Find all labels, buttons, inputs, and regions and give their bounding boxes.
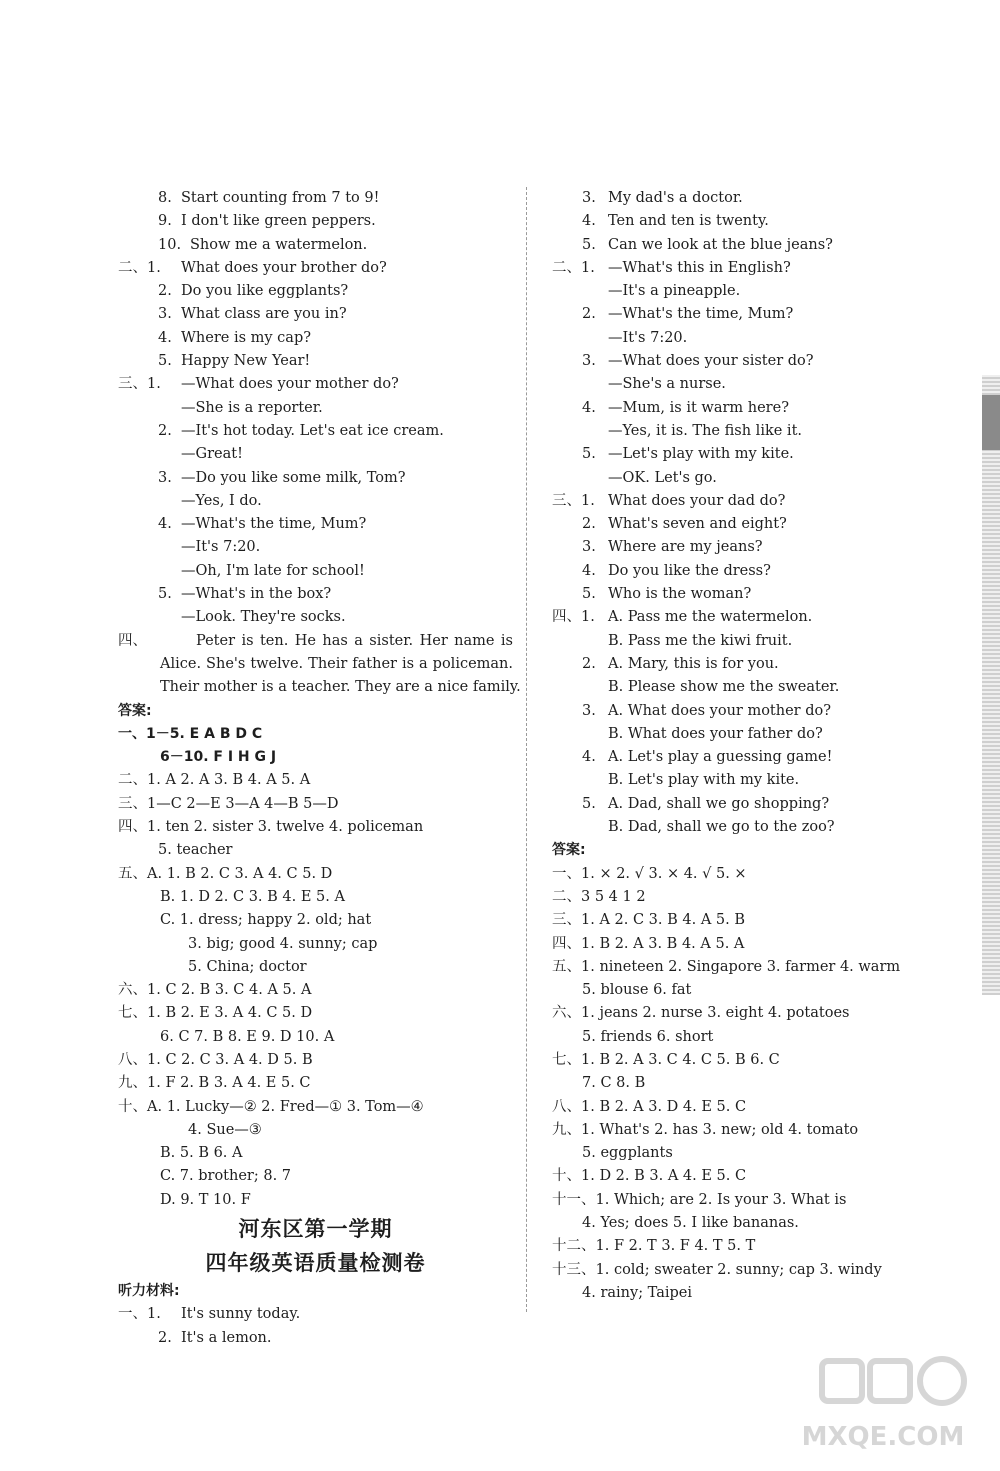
line-text: D. 9. T 10. F [160, 1191, 251, 1208]
text-line [552, 327, 932, 350]
line-text: —Yes, I do. [181, 492, 262, 509]
text-line [552, 793, 932, 816]
item-number: 2. [158, 283, 172, 300]
line-text: Ten and ten is twenty. [608, 213, 769, 230]
line-text: C. 7. brother; 8. 7 [160, 1168, 292, 1185]
item-number: 一、1. [118, 1306, 161, 1323]
line-text: 5. China; doctor [188, 958, 307, 975]
item-number: 2. [158, 422, 172, 439]
text-line [552, 303, 932, 326]
line-text: 5. blouse 6. fat [582, 982, 692, 999]
text-line [118, 350, 513, 373]
line-text: A. What does your mother do? [608, 702, 832, 719]
text-line [552, 467, 932, 490]
column-divider [526, 187, 527, 1312]
text-line [552, 210, 932, 233]
line-text: 十、A. 1. Lucky—② 2. Fred—① 3. Tom—④ [118, 1098, 424, 1115]
line-text: What does your brother do? [181, 259, 387, 276]
section-title: 河东区第一学期 [238, 1217, 393, 1242]
line-text: —OK. Let's go. [608, 469, 717, 486]
line-text: 听力材料: [118, 1283, 180, 1300]
line-text: Peter is ten. He has a sister. Her name is [196, 632, 513, 649]
line-text: What does your dad do? [608, 492, 786, 509]
line-text: B. 1. D 2. C 3. B 4. E 5. A [160, 888, 345, 905]
line-text: 7. C 8. B [582, 1075, 646, 1092]
line-text: Show me a watermelon. [190, 236, 368, 253]
line-text: B. Dad, shall we go to the zoo? [608, 819, 835, 836]
text-line [118, 746, 513, 769]
item-number: 3. [582, 353, 596, 370]
item-number: 3. [158, 306, 172, 323]
watermark-circle [920, 1359, 964, 1403]
text-line [552, 839, 932, 862]
line-text: 五、A. 1. B 2. C 3. A 4. C 5. D [118, 865, 333, 882]
line-text: 4. Sue—③ [188, 1121, 262, 1138]
item-number: 四、 [118, 632, 147, 649]
line-text: 八、1. C 2. C 3. A 4. D 5. B [118, 1051, 313, 1068]
line-text: Happy New Year! [181, 353, 311, 370]
page-edge-texture [982, 375, 1000, 995]
line-text: My dad's a doctor. [608, 190, 743, 206]
line-text: 五、1. nineteen 2. Singapore 3. farmer 4. warm [552, 958, 901, 975]
text-line [118, 1189, 513, 1212]
text-line [552, 606, 932, 629]
watermark-box [870, 1361, 910, 1401]
text-line [118, 933, 513, 956]
line-text: —It's a pineapple. [608, 283, 741, 300]
item-number: 4. [582, 399, 596, 416]
line-text: —Yes, it is. The fish like it. [608, 422, 803, 439]
item-number: 5. [582, 795, 596, 812]
text-line [118, 420, 513, 443]
item-number: 3. [582, 539, 596, 556]
line-text: 十、1. D 2. B 3. A 4. E 5. C [552, 1168, 747, 1185]
item-number: 5. [582, 586, 596, 603]
line-text: Do you like eggplants? [181, 283, 349, 300]
text-line [552, 1212, 932, 1235]
item-number: 5. [158, 353, 172, 370]
text-line [118, 909, 513, 932]
line-text: 六、1. jeans 2. nurse 3. eight 4. potatoes [552, 1005, 850, 1022]
text-line [118, 723, 513, 746]
line-text: 七、1. B 2. A 3. C 4. C 5. B 6. C [552, 1051, 780, 1068]
line-text: 6－10. F I H G J [160, 749, 277, 766]
line-text: 九、1. What's 2. has 3. new; old 4. tomato [552, 1121, 859, 1138]
text-line [552, 1072, 932, 1095]
text-line [118, 793, 513, 816]
text-line [118, 536, 513, 559]
line-text: 四、1. B 2. A 3. B 4. A 5. A [552, 935, 745, 952]
line-text: 一、1－5. E A B D C [118, 725, 263, 742]
text-line [118, 257, 513, 280]
item-number: 二、1. [552, 259, 595, 276]
text-line [552, 1235, 932, 1258]
text-line [552, 933, 932, 956]
text-line [552, 700, 932, 723]
line-text: 二、1. A 2. A 3. B 4. A 5. A [118, 772, 311, 789]
watermark-logo [778, 1353, 988, 1463]
text-line [118, 560, 513, 583]
text-line [118, 956, 513, 979]
text-line [552, 1002, 932, 1025]
line-text: —Look. They're socks. [181, 609, 346, 626]
line-text: 十二、1. F 2. T 3. F 4. T 5. T [552, 1238, 756, 1255]
text-line [118, 280, 513, 303]
line-text: B. Please show me the sweater. [608, 679, 840, 696]
line-text: Can we look at the blue jeans? [608, 236, 833, 253]
text-line [552, 1026, 932, 1049]
item-number: 4. [582, 749, 596, 766]
text-line [118, 373, 513, 396]
text-line [118, 1002, 513, 1025]
line-text: B. What does your father do? [608, 725, 823, 742]
line-text: 5. eggplants [582, 1145, 673, 1162]
text-line [118, 886, 513, 909]
text-line [118, 630, 513, 653]
line-text: A. Dad, shall we go shopping? [608, 795, 830, 812]
line-text: It's sunny today. [181, 1306, 301, 1323]
line-text: 一、1. × 2. √ 3. × 4. √ 5. × [552, 865, 747, 882]
text-line [552, 583, 932, 606]
line-text: Their mother is a teacher. They are a nice family. [160, 679, 521, 696]
text-line [118, 443, 513, 466]
page-edge-tab [982, 395, 1000, 450]
text-line [118, 467, 513, 490]
text-line [552, 490, 932, 513]
line-text: —Let's play with my kite. [608, 446, 794, 463]
text-line [552, 513, 932, 536]
text-line [552, 234, 932, 257]
line-text: —What does your mother do? [181, 376, 399, 393]
line-text: 三、1. A 2. C 3. B 4. A 5. B [552, 912, 746, 929]
text-line [118, 303, 513, 326]
line-text: C. 1. dress; happy 2. old; hat [160, 912, 372, 929]
text-line [552, 1259, 932, 1282]
text-line [552, 1189, 932, 1212]
item-number: 9. [158, 213, 172, 230]
text-line [552, 769, 932, 792]
line-text: 十三、1. cold; sweater 2. sunny; cap 3. windy [552, 1261, 882, 1278]
text-line [552, 816, 932, 839]
line-text: —What's the time, Mum? [608, 306, 794, 323]
text-line [118, 863, 513, 886]
item-number: 二、1. [118, 259, 161, 276]
line-text: 答案: [552, 842, 586, 859]
item-number: 四、1. [552, 609, 595, 626]
line-text: 三、1—C 2—E 3—A 4—B 5—D [118, 795, 339, 812]
text-line [552, 350, 932, 373]
line-text: Who is the woman? [608, 586, 752, 603]
text-line [552, 1142, 932, 1165]
text-line [552, 1049, 932, 1072]
text-line [118, 397, 513, 420]
line-text: 6. C 7. B 8. E 9. D 10. A [160, 1028, 335, 1045]
text-line [118, 769, 513, 792]
text-line [552, 397, 932, 420]
item-number: 4. [582, 213, 596, 230]
line-text: —Oh, I'm late for school! [181, 562, 365, 579]
line-text: A. Mary, this is for you. [608, 655, 779, 672]
line-text: 5. friends 6. short [582, 1028, 714, 1045]
item-number: 2. [582, 306, 596, 323]
right-column [552, 187, 932, 1305]
item-number: 5. [582, 446, 596, 463]
text-line [552, 1165, 932, 1188]
text-line [118, 327, 513, 350]
text-line [118, 676, 521, 699]
line-text: 六、1. C 2. B 3. C 4. A 5. A [118, 982, 312, 999]
line-text: Start counting from 7 to 9! [181, 190, 380, 206]
text-line [552, 560, 932, 583]
item-number: 3. [158, 469, 172, 486]
watermark-text: MXQE.COM [801, 1422, 965, 1452]
line-text: 3. big; good 4. sunny; cap [188, 935, 378, 952]
text-line [118, 839, 513, 862]
text-line [552, 723, 932, 746]
line-text: What class are you in? [181, 306, 347, 323]
item-number: 2. [158, 1329, 172, 1346]
item-number: 4. [158, 516, 172, 533]
item-number: 5. [582, 236, 596, 253]
text-line [118, 979, 513, 1002]
text-line [552, 420, 932, 443]
line-text: —She's a nurse. [608, 376, 726, 393]
left-column [118, 187, 521, 1350]
line-text: It's a lemon. [181, 1329, 272, 1346]
line-text: —Mum, is it warm here? [608, 399, 789, 416]
line-text: What's seven and eight? [608, 516, 787, 533]
faint-stamp [160, 1108, 300, 1153]
line-text: —What does your sister do? [608, 353, 814, 370]
text-line [552, 443, 932, 466]
text-line [118, 234, 513, 257]
text-line [118, 490, 513, 513]
line-text: —She is a reporter. [181, 399, 323, 416]
line-text: Where is my cap? [181, 329, 312, 346]
text-line [552, 630, 932, 653]
text-line [552, 886, 932, 909]
item-number: 三、1. [552, 492, 595, 509]
item-number: 2. [582, 516, 596, 533]
line-text: B. Pass me the kiwi fruit. [608, 632, 793, 649]
text-line [118, 513, 513, 536]
text-line [118, 1049, 513, 1072]
line-text: —It's hot today. Let's eat ice cream. [181, 422, 444, 439]
text-line [552, 746, 932, 769]
text-line [552, 1096, 932, 1119]
line-text: 5. teacher [158, 842, 233, 859]
text-line [552, 536, 932, 559]
line-text: —Do you like some milk, Tom? [181, 469, 406, 486]
line-text: —It's 7:20. [181, 539, 261, 556]
line-text: Where are my jeans? [608, 539, 763, 556]
text-line [552, 863, 932, 886]
text-line [552, 257, 932, 280]
item-number: 5. [158, 586, 172, 603]
line-text: I don't like green peppers. [181, 213, 376, 230]
text-line [552, 373, 932, 396]
text-line [118, 816, 513, 839]
line-text: Do you like the dress? [608, 562, 771, 579]
line-text: Alice. She's twelve. Their father is a policeman. [160, 655, 513, 672]
line-text: 八、1. B 2. A 3. D 4. E 5. C [552, 1098, 747, 1115]
text-line [118, 653, 513, 676]
item-number: 3. [582, 190, 596, 206]
text-line [552, 956, 932, 979]
text-line [552, 1282, 932, 1305]
item-number: 4. [158, 329, 172, 346]
text-line [552, 909, 932, 932]
text-line [118, 606, 513, 629]
item-number: 3. [582, 702, 596, 719]
item-number: 三、1. [118, 376, 161, 393]
text-line [118, 187, 513, 210]
text-line [552, 979, 932, 1002]
faint-stamp [160, 1290, 300, 1335]
text-line [118, 700, 513, 723]
text-line [552, 1119, 932, 1142]
item-number: 4. [582, 562, 596, 579]
line-text: B. 5. B 6. A [160, 1145, 243, 1162]
line-text: 4. rainy; Taipei [582, 1284, 693, 1301]
line-text: A. Pass me the watermelon. [608, 609, 813, 626]
line-text: 二、3 5 4 1 2 [552, 888, 646, 905]
line-text: —What's the time, Mum? [181, 516, 367, 533]
line-text: 七、1. B 2. E 3. A 4. C 5. D [118, 1005, 313, 1022]
text-line [552, 653, 932, 676]
line-text: —What's this in English? [608, 259, 791, 276]
text-line [552, 187, 932, 210]
item-number: 2. [582, 655, 596, 672]
line-text: 四、1. ten 2. sister 3. twelve 4. policeman [118, 819, 424, 836]
line-text: 十一、1. Which; are 2. Is your 3. What is [552, 1191, 847, 1208]
text-line [118, 210, 513, 233]
text-line [552, 280, 932, 303]
line-text: 4. Yes; does 5. I like bananas. [582, 1215, 799, 1232]
line-text: —It's 7:20. [608, 329, 688, 346]
line-text: 答案: [118, 702, 152, 719]
watermark-box [822, 1361, 862, 1401]
text-line [118, 1072, 513, 1095]
line-text: A. Let's play a guessing game! [608, 749, 833, 766]
text-line [118, 583, 513, 606]
item-number: 8. [158, 190, 172, 206]
line-text: 九、1. F 2. B 3. A 4. E 5. C [118, 1075, 311, 1092]
item-number: 10. [158, 236, 182, 253]
line-text: —What's in the box? [181, 586, 332, 603]
section-title: 四年级英语质量检测卷 [205, 1251, 426, 1276]
line-text: —Great! [181, 446, 243, 463]
text-line [118, 1026, 513, 1049]
text-line [118, 1165, 513, 1188]
line-text: B. Let's play with my kite. [608, 772, 800, 789]
text-line [552, 676, 932, 699]
